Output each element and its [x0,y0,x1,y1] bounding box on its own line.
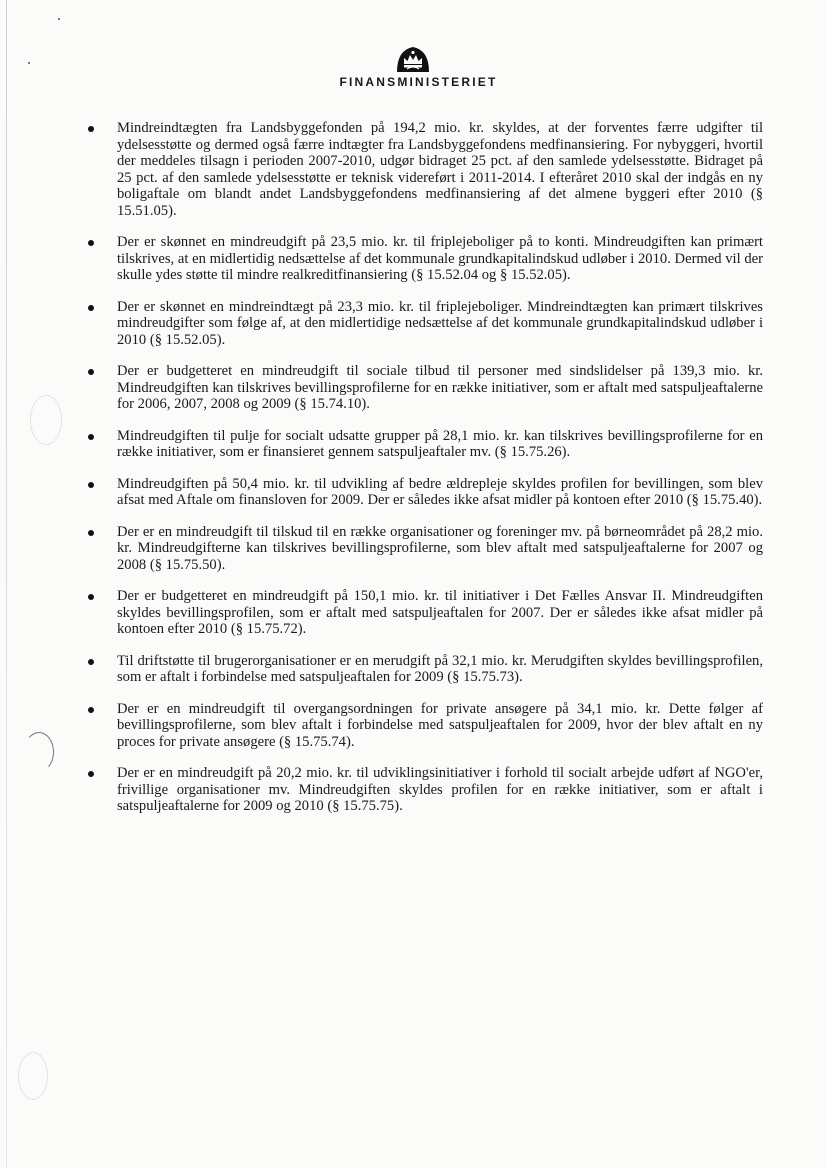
bullet-text: Der er en mindreudgift til tilskud til en række organisationer og foreninger mv. på børneområdet på 28,2 mio. kr. Mindreudgifterne kan tilskrives bevillingsprofilerne, som blev aftalt med satspuljeaftalerne for 2007 og 2008 (§ 15.75.50). [117,523,763,573]
bullet-text: Mindreudgiften til pulje for socialt udsatte grupper på 28,1 mio. kr. kan tilskrives bevillingsprofilerne for en række initiativer, som er finansieret gennem satspuljeaftaler mv. (§ 15.75.26). [117,427,763,460]
hole-punch-mark [18,1052,48,1100]
bullet-item [117,524,763,574]
bullet-item [117,299,763,349]
bullet-dot-icon [88,305,94,311]
letterhead [0,44,825,89]
bullet-dot-icon [88,369,94,375]
ministry-name: FINANSMINISTERIET [339,75,498,89]
bullet-dot-icon [88,707,94,713]
bullet-text: Der er en mindreudgift på 20,2 mio. kr. til udviklingsinitiativer i forhold til socialt arbejde udført af NGO'er, frivillige organisationer mv. Mindreudgiften skyldes profilen for en række initiativer, som er aftalt i satspuljeaftalerne for 2009 og 2010 (§ 15.75.75). [117,765,763,814]
crown-crest-icon [393,44,433,74]
bullet-item [117,653,763,686]
bullet-dot-icon [88,659,94,665]
bullet-item [117,363,763,413]
bullet-item [117,476,763,509]
bullet-item [117,234,763,284]
bullet-item [117,765,763,815]
bullet-text: Til driftstøtte til brugerorganisationer er en merudgift på 32,1 mio. kr. Merudgiften skyldes bevillingsprofilen, som er aftalt i forbindelse med satspuljeaftalen for 2009 (§ 15.75.73). [117,652,763,685]
bullet-text: Der er skønnet en mindreindtægt på 23,3 mio. kr. til friplejeboliger. Mindreindtægten kan primært tilskrives mindreudgifter som følge af, at den midlertidige nedsættelse af det kommunale grundkapitalindskud udløber i 2010 (§ 15.52.05). [117,298,763,348]
bullet-text: Mindreudgiften på 50,4 mio. kr. til udvikling af bedre ældrepleje skyldes profilen for bevillingen, som blev afsat med Aftale om finansloven for 2009. Der er således ikke afsat midler på kontoen efter 2010 (§ 15.75.40). [117,475,763,508]
bullet-dot-icon [88,482,94,488]
bullet-text: Der er budgetteret en mindreudgift på 150,1 mio. kr. til initiativer i Det Fælles Ansvar II. Mindreudgiften skyldes bevillingsprofilen, som er aftalt med satspuljeaftalen for 2007. Der er således ikke afsat midler på kontoen efter 2010 (§ 15.75.72). [117,588,763,637]
bullet-text: Der er skønnet en mindreudgift på 23,5 mio. kr. til friplejeboliger på to konti. Mindreudgiften kan primært tilskrives, at en midlertidig nedsættelse af det kommunale grundkapitalindskud udløber i 2010. Dermed vil der skulle ydes støtte til mindre realkreditfinansiering (§ 15.52.04 og § 15.52.05). [117,234,763,283]
bullet-dot-icon [88,126,94,132]
bullet-dot-icon [88,771,94,777]
bullet-item [117,588,763,638]
bullet-text: Der er budgetteret en mindreudgift til sociale tilbud til personer med sindslidelser på 139,3 mio. kr. Mindreudgiften kan tilskrives bevillingsprofilerne for en række initiativer, som er aftalt med satspuljeaftalerne for 2006, 2007, 2008 og 2009 (§ 15.74.10). [117,363,763,412]
bullet-dot-icon [88,240,94,246]
bullet-dot-icon [88,434,94,440]
bullet-text: Mindreindtægten fra Landsbyggefonden på 194,2 mio. kr. skyldes, at der forventes færre udgifter til ydelsesstøtte og dermed også færre indtægter fra Landsbyggefondens medfinansiering. For nybyggeri, hvortil der meddeles tilsagn i perioden 2007-2010, udgør bidraget 25 pct. af den samlede ydelsesstøtte. Bidraget på 25 pct. af den samlede ydelsesstøtte er teknisk videreført i 2011-2014. I efteråret 2010 skal der indgås en ny boligaftale om blandt andet Landsbyggefondens medfinansiering af det almene byggeri efter 2010 (§ 15.51.05). [117,120,763,219]
bullet-dot-icon [88,594,94,600]
bullet-list [0,120,825,815]
bullet-text: Der er en mindreudgift til overgangsordningen for private ansøgere på 34,1 mio. kr. Dette følger af bevillingsprofilerne, som blev aftalt i forbindelse med satspuljeaftalen for 2009, hvor der blev aftalt en ny proces for private ansøgere (§ 15.75.74). [117,700,763,750]
bullet-item [117,428,763,461]
scan-speck [58,18,60,20]
bullet-item [117,120,763,219]
bullet-dot-icon [88,530,94,536]
bullet-item [117,701,763,751]
